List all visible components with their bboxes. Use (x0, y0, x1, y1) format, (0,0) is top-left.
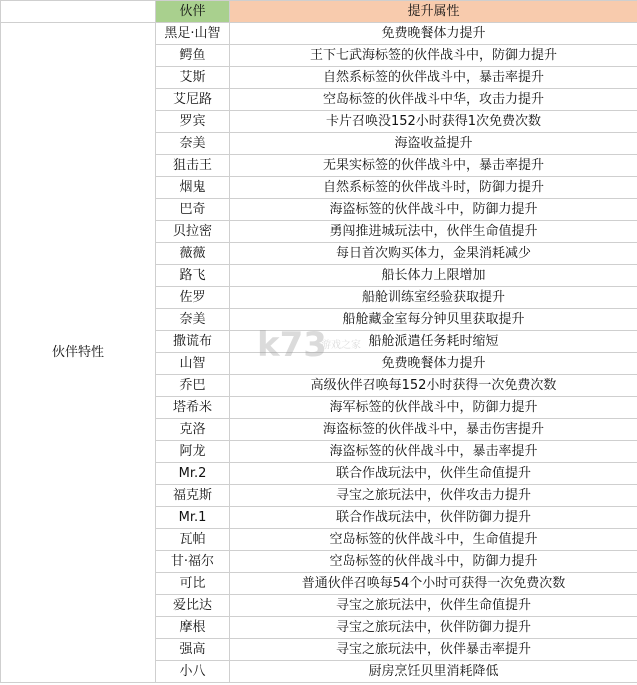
attribute-cell: 船舱藏金室每分钟贝里获取提升 (230, 309, 637, 331)
attribute-cell: 海盗标签的伙伴战斗中，暴击伤害提升 (230, 419, 637, 441)
header-attribute: 提升属性 (230, 1, 637, 23)
partner-name-cell: 罗宾 (156, 111, 230, 133)
watermark-subtext: 游戏之家 (321, 340, 361, 351)
partner-name-cell: Mr.1 (156, 507, 230, 529)
header-partner: 伙伴 (156, 1, 230, 23)
attribute-cell: 寻宝之旅玩法中，伙伴攻击力提升 (230, 485, 637, 507)
attribute-cell: 寻宝之旅玩法中，伙伴防御力提升 (230, 617, 637, 639)
attribute-cell: 寻宝之旅玩法中，伙伴暴击率提升 (230, 639, 637, 661)
table-row (1, 23, 637, 45)
attribute-cell: 高级伙伴召唤每152小时获得一次免费次数 (230, 375, 637, 397)
attribute-cell: 厨房烹饪贝里消耗降低 (230, 661, 637, 683)
partner-name-cell: 塔希米 (156, 397, 230, 419)
partner-name-cell: 福克斯 (156, 485, 230, 507)
partner-name-cell: 可比 (156, 573, 230, 595)
header-empty-cell (1, 1, 156, 23)
attribute-cell: 无果实标签的伙伴战斗中，暴击率提升 (230, 155, 637, 177)
attribute-cell: 海盗收益提升 (230, 133, 637, 155)
partner-name-cell: 路飞 (156, 265, 230, 287)
attribute-cell: 船长体力上限增加 (230, 265, 637, 287)
partner-name-cell: 黑足·山智 (156, 23, 230, 45)
attribute-cell: 王下七武海标签的伙伴战斗中，防御力提升 (230, 45, 637, 67)
attribute-cell: 海盗标签的伙伴战斗中，防御力提升 (230, 199, 637, 221)
partner-name-cell: 佐罗 (156, 287, 230, 309)
attribute-cell: 普通伙伴召唤每54个小时可获得一次免费次数 (230, 573, 637, 595)
partner-name-cell: 爱比达 (156, 595, 230, 617)
attribute-cell: 船舱派遣任务耗时缩短 (230, 331, 637, 353)
partner-name-cell: 山智 (156, 353, 230, 375)
table-body (1, 23, 637, 683)
partner-name-cell: 贝拉密 (156, 221, 230, 243)
partner-name-cell: 烟鬼 (156, 177, 230, 199)
partner-name-cell: 摩根 (156, 617, 230, 639)
partner-name-cell: 强高 (156, 639, 230, 661)
attribute-cell: 空岛标签的伙伴战斗中，生命值提升 (230, 529, 637, 551)
partner-name-cell: 奈美 (156, 133, 230, 155)
partner-name-cell: 巴奇 (156, 199, 230, 221)
header-row (1, 1, 637, 23)
attribute-cell: 海盗标签的伙伴战斗中，暴击率提升 (230, 441, 637, 463)
group-label: 伙伴特性 (1, 23, 156, 683)
attribute-cell: 空岛标签的伙伴战斗中，防御力提升 (230, 551, 637, 573)
partner-name-cell: Mr.2 (156, 463, 230, 485)
partner-name-cell: 撒谎布 (156, 331, 230, 353)
partner-name-cell: 小八 (156, 661, 230, 683)
attribute-cell: 免费晚餐体力提升 (230, 23, 637, 45)
attribute-cell: 寻宝之旅玩法中，伙伴生命值提升 (230, 595, 637, 617)
watermark-text: k73 (257, 325, 327, 365)
partner-name-cell: 瓦帕 (156, 529, 230, 551)
partner-name-cell: 乔巴 (156, 375, 230, 397)
attribute-cell: 卡片召唤没152小时获得1次免费次数 (230, 111, 637, 133)
partner-name-cell: 艾斯 (156, 67, 230, 89)
attribute-cell: 勇闯推进城玩法中，伙伴生命值提升 (230, 221, 637, 243)
attribute-cell: 空岛标签的伙伴战斗中华，攻击力提升 (230, 89, 637, 111)
attribute-cell: 每日首次购买体力，金果消耗减少 (230, 243, 637, 265)
attribute-cell: 海军标签的伙伴战斗中，防御力提升 (230, 397, 637, 419)
partner-name-cell: 甘·福尔 (156, 551, 230, 573)
partner-name-cell: 阿龙 (156, 441, 230, 463)
partner-name-cell: 薇薇 (156, 243, 230, 265)
attribute-cell: 船舱训练室经验获取提升 (230, 287, 637, 309)
attribute-cell: 联合作战玩法中，伙伴生命值提升 (230, 463, 637, 485)
attribute-cell: 自然系标签的伙伴战斗中，暴击率提升 (230, 67, 637, 89)
attribute-cell: 联合作战玩法中，伙伴防御力提升 (230, 507, 637, 529)
partner-name-cell: 鳄鱼 (156, 45, 230, 67)
partner-name-cell: 克洛 (156, 419, 230, 441)
partner-name-cell: 狙击王 (156, 155, 230, 177)
partner-name-cell: 艾尼路 (156, 89, 230, 111)
attribute-cell: 免费晚餐体力提升 (230, 353, 637, 375)
partner-name-cell: 奈美 (156, 309, 230, 331)
attribute-cell: 自然系标签的伙伴战斗时，防御力提升 (230, 177, 637, 199)
